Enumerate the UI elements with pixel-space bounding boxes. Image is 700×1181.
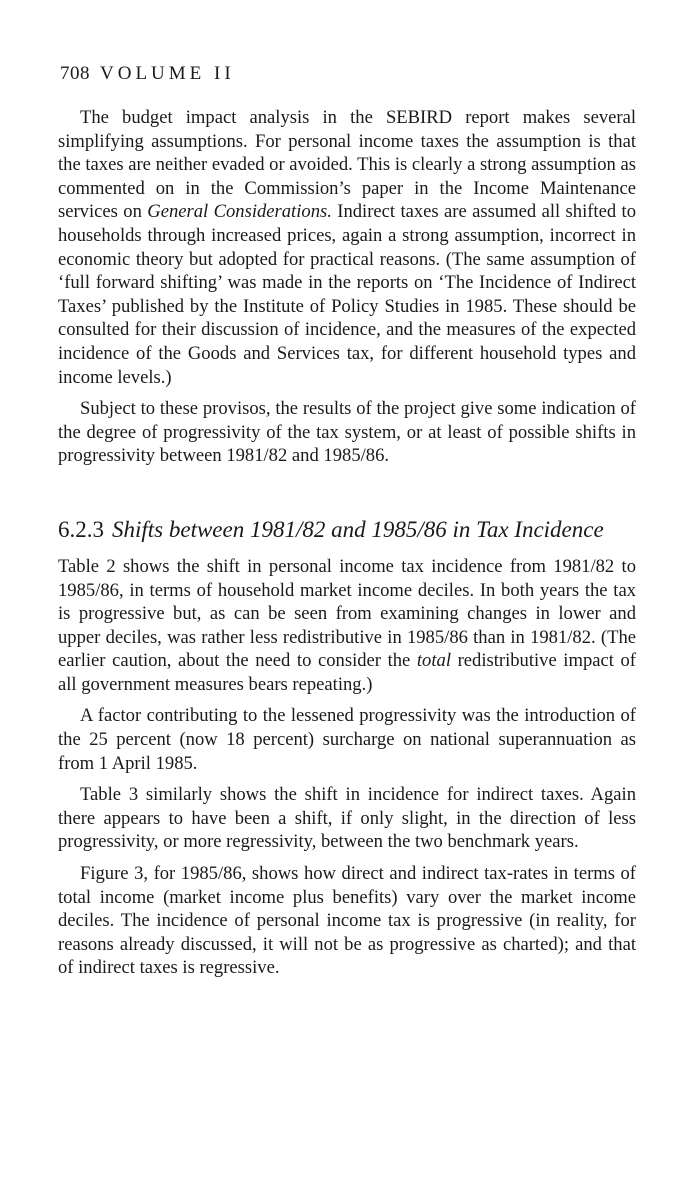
- paragraph-figure-3: Figure 3, for 1985/86, shows how direct and indirect tax-rates in terms of total income (market income plus benefits) vary over the market income deciles. The incidence of personal income tax is progressive (in reality, for reasons already discussed, it will not be as progressive as charted); and that of indirect taxes is regressive.: [58, 863, 636, 979]
- paragraph-text: Table 2 shows the shift in personal income tax incidence from 1981/82 to 1985/86, in terms of household market income deciles. In both years the tax is progressive but, as can be seen from examining changes in lower and upper deciles, was rather less redistributive in 1985/86 than in 1981/82. (The earlier caution, about the need to consider the: [58, 555, 636, 672]
- paragraph-text: redistributive impact of all government measures bears repeating.): [58, 650, 636, 695]
- document-page: [58, 62, 636, 988]
- section-heading: [58, 516, 636, 543]
- paragraph-surcharge: A factor contributing to the lessened progressivity was the introduction of the 25 percent (now 18 percent) surcharge on national superannuation as from 1 April 1985.: [58, 705, 636, 774]
- paragraph-provisos: Subject to these provisos, the results of the project give some indication of the degree of progressivity of the tax system, or at least of possible shifts in progressivity between 1981/82 and 1985/86.: [58, 398, 636, 467]
- paragraph-table-3: Table 3 similarly shows the shift in incidence for indirect taxes. Again there appears to have been a shift, if only slight, in the direction of less progressivity, or more regressivity, between the two benchmark years.: [58, 784, 636, 853]
- volume-label: VOLUME II: [100, 63, 235, 84]
- section-number: 6.2.3: [58, 516, 104, 542]
- italic-reference: General Considerations.: [147, 201, 332, 223]
- paragraph-text: Indirect taxes are assumed all shifted to households through increased prices, again a strong assumption, incorrect in economic theory but adopted for practical reasons. (The same assumption of ‘full forward shifting’ was made in the reports on ‘The Incidence of Indirect Taxes’ published by the Institute of Policy Studies in 1985. These should be consulted for their discussion of incidence, and the measures of the expected incidence of the Goods and Services tax, for different household types and income levels.): [58, 201, 636, 388]
- section-title: Shifts between 1981/82 and 1985/86 in Tax Incidence: [112, 516, 604, 542]
- paragraph-budget-impact: [58, 106, 636, 389]
- paragraph-table-2: [58, 555, 636, 697]
- running-head: [60, 62, 636, 86]
- italic-emphasis: total: [416, 650, 451, 672]
- page-number: 708: [60, 63, 90, 84]
- paragraph-text: The budget impact analysis in the SEBIRD report makes several simplifying assumptions. For personal income taxes the assumption is that the taxes are neither evaded or avoided. This is clearly a strong assumption as commented on in the Commission’s paper in the Income Maintenance services on: [58, 107, 636, 223]
